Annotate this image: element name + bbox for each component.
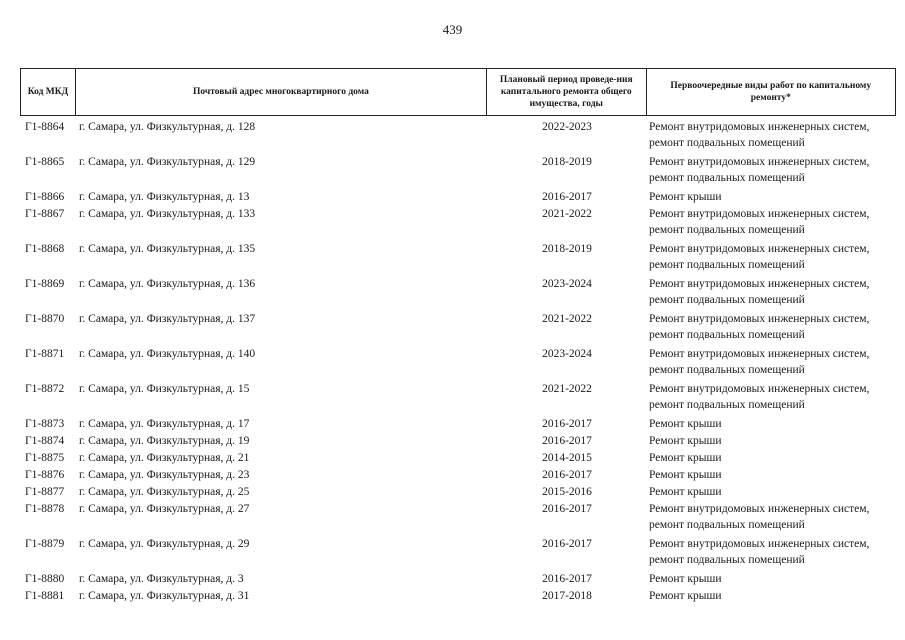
cell-code: Г1-8870 [25,313,65,325]
cell-address: г. Самара, ул. Физкультурная, д. 25 [79,486,250,498]
cell-code: Г1-8877 [25,486,65,498]
table-row [20,588,900,605]
cell-address: г. Самара, ул. Физкультурная, д. 31 [79,590,250,602]
cell-works: Ремонт крыши [649,418,722,430]
cell-works: Ремонт крыши [649,191,722,203]
cell-address: г. Самара, ул. Физкультурная, д. 17 [79,418,250,430]
header-period: Плановый период проведе-ния капитального ремонта общего имущества, годы [487,69,647,115]
cell-code: Г1-8864 [25,121,65,133]
cell-period: 2023-2024 [542,278,592,290]
cell-address: г. Самара, ул. Физкультурная, д. 27 [79,503,250,515]
cell-works: Ремонт внутридомовых инженерных систем, ремонт подвальных помещений [649,538,870,566]
cell-period: 2016-2017 [542,191,592,203]
cell-address: г. Самара, ул. Физкультурная, д. 3 [79,573,244,585]
cell-works: Ремонт внутридомовых инженерных систем, ремонт подвальных помещений [649,383,870,411]
cell-period: 2021-2022 [542,383,592,395]
cell-address: г. Самара, ул. Физкультурная, д. 129 [79,156,256,168]
cell-period: 2022-2023 [542,121,592,133]
table-row [20,381,900,416]
table-row [20,536,900,571]
cell-period: 2023-2024 [542,348,592,360]
cell-works: Ремонт внутридомовых инженерных систем, ремонт подвальных помещений [649,121,870,149]
cell-address: г. Самара, ул. Физкультурная, д. 15 [79,383,250,395]
table-row [20,311,900,346]
header-address: Почтовый адрес многоквартирного дома [76,69,487,115]
table-row [20,416,900,433]
table-row [20,206,900,241]
header-code: Код МКД [21,69,76,115]
table-row [20,571,900,588]
table-row [20,241,900,276]
cell-works: Ремонт внутридомовых инженерных систем, ремонт подвальных помещений [649,243,870,271]
cell-code: Г1-8868 [25,243,65,255]
cell-address: г. Самара, ул. Физкультурная, д. 128 [79,121,256,133]
cell-period: 2016-2017 [542,469,592,481]
cell-works: Ремонт крыши [649,435,722,447]
table-row [20,484,900,501]
cell-works: Ремонт внутридомовых инженерных систем, ремонт подвальных помещений [649,278,870,306]
cell-period: 2017-2018 [542,590,592,602]
cell-works: Ремонт внутридомовых инженерных систем, ремонт подвальных помещений [649,313,870,341]
cell-address: г. Самара, ул. Физкультурная, д. 29 [79,538,250,550]
cell-works: Ремонт крыши [649,486,722,498]
cell-period: 2018-2019 [542,243,592,255]
cell-works: Ремонт крыши [649,590,722,602]
table-row [20,346,900,381]
cell-code: Г1-8876 [25,469,65,481]
cell-period: 2018-2019 [542,156,592,168]
cell-works: Ремонт внутридомовых инженерных систем, ремонт подвальных помещений [649,348,870,376]
cell-address: г. Самара, ул. Физкультурная, д. 137 [79,313,256,325]
cell-address: г. Самара, ул. Физкультурная, д. 23 [79,469,250,481]
cell-address: г. Самара, ул. Физкультурная, д. 13 [79,191,250,203]
cell-address: г. Самара, ул. Физкультурная, д. 140 [79,348,256,360]
cell-period: 2016-2017 [542,418,592,430]
table-row [20,433,900,450]
cell-address: г. Самара, ул. Физкультурная, д. 133 [79,208,256,220]
cell-period: 2016-2017 [542,538,592,550]
cell-address: г. Самара, ул. Физкультурная, д. 136 [79,278,256,290]
cell-works: Ремонт внутридомовых инженерных систем, ремонт подвальных помещений [649,208,870,236]
cell-code: Г1-8874 [25,435,65,447]
table-row [20,450,900,467]
cell-period: 2021-2022 [542,313,592,325]
cell-address: г. Самара, ул. Физкультурная, д. 21 [79,452,250,464]
table-body [20,119,900,605]
cell-code: Г1-8875 [25,452,65,464]
table-row [20,189,900,206]
cell-code: Г1-8867 [25,208,65,220]
cell-works: Ремонт крыши [649,452,722,464]
cell-code: Г1-8869 [25,278,65,290]
cell-code: Г1-8879 [25,538,65,550]
table-row [20,119,900,154]
cell-code: Г1-8866 [25,191,65,203]
cell-code: Г1-8865 [25,156,65,168]
cell-code: Г1-8881 [25,590,65,602]
cell-code: Г1-8873 [25,418,65,430]
cell-period: 2016-2017 [542,435,592,447]
page-number: 439 [442,22,463,37]
table-header [20,68,896,116]
cell-code: Г1-8878 [25,503,65,515]
table-row [20,154,900,189]
cell-works: Ремонт внутридомовых инженерных систем, ремонт подвальных помещений [649,503,870,531]
cell-works: Ремонт крыши [649,573,722,585]
cell-period: 2016-2017 [542,503,592,515]
table-row [20,276,900,311]
cell-code: Г1-8871 [25,348,65,360]
cell-period: 2021-2022 [542,208,592,220]
cell-code: Г1-8880 [25,573,65,585]
cell-address: г. Самара, ул. Физкультурная, д. 135 [79,243,256,255]
cell-period: 2015-2016 [542,486,592,498]
cell-period: 2016-2017 [542,573,592,585]
header-works: Первоочередные виды работ по капитальному ремонту* [670,81,872,103]
table-row [20,467,900,484]
cell-address: г. Самара, ул. Физкультурная, д. 19 [79,435,250,447]
cell-works: Ремонт крыши [649,469,722,481]
table-row [20,501,900,536]
cell-period: 2014-2015 [542,452,592,464]
cell-works: Ремонт внутридомовых инженерных систем, ремонт подвальных помещений [649,156,870,184]
cell-code: Г1-8872 [25,383,65,395]
